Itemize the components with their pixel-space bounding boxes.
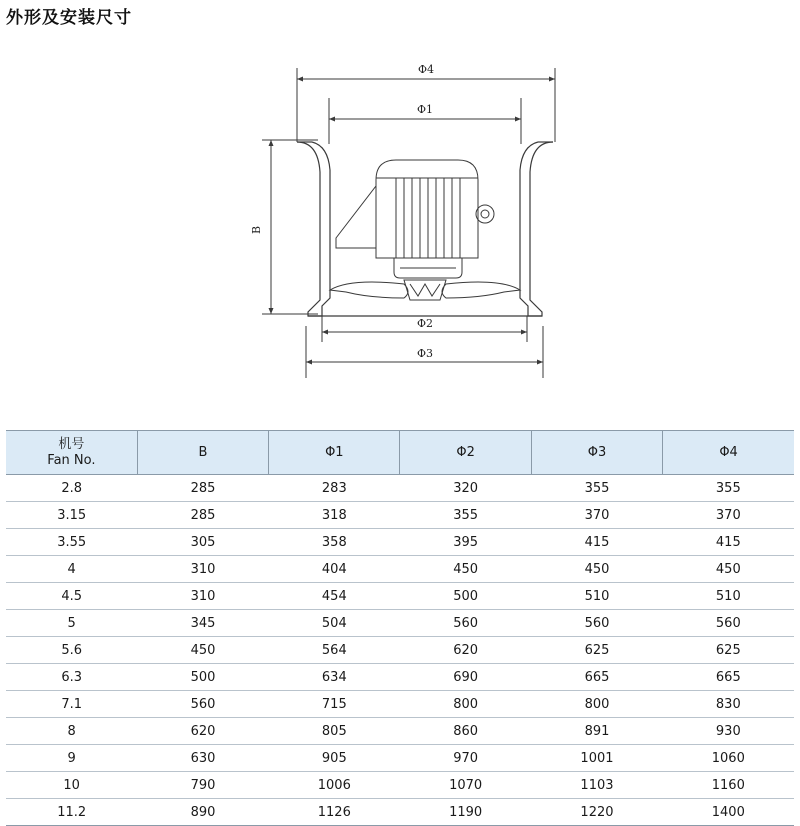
- cell-fan-no: 8: [6, 718, 137, 745]
- cell-phi1: 805: [269, 718, 400, 745]
- cell-phi1: 318: [269, 502, 400, 529]
- cell-phi4: 625: [663, 637, 794, 664]
- table-row: [6, 637, 794, 664]
- header-phi3: Φ3: [531, 431, 662, 475]
- cell-phi1: 715: [269, 691, 400, 718]
- cell-phi4: 930: [663, 718, 794, 745]
- table-body: [6, 475, 794, 826]
- cell-phi2: 320: [400, 475, 531, 502]
- header-b: B: [137, 431, 268, 475]
- phi4-label: Φ4: [417, 63, 435, 76]
- cell-phi4: 560: [663, 610, 794, 637]
- table-row: [6, 772, 794, 799]
- cell-phi3: 450: [531, 556, 662, 583]
- table-row: [6, 799, 794, 826]
- cell-phi2: 450: [400, 556, 531, 583]
- cell-phi2: 560: [400, 610, 531, 637]
- cell-phi1: 283: [269, 475, 400, 502]
- cell-b: 620: [137, 718, 268, 745]
- cell-phi4: 370: [663, 502, 794, 529]
- cell-fan-no: 5: [6, 610, 137, 637]
- cell-phi3: 665: [531, 664, 662, 691]
- cell-phi4: 1160: [663, 772, 794, 799]
- cell-phi1: 358: [269, 529, 400, 556]
- cell-b: 890: [137, 799, 268, 826]
- cell-phi4: 1060: [663, 745, 794, 772]
- cell-fan-no: 2.8: [6, 475, 137, 502]
- cell-fan-no: 11.2: [6, 799, 137, 826]
- cell-b: 450: [137, 637, 268, 664]
- cell-b: 310: [137, 583, 268, 610]
- header-fan-no: 机号 Fan No.: [6, 431, 137, 475]
- cell-phi4: 415: [663, 529, 794, 556]
- cell-phi3: 355: [531, 475, 662, 502]
- cell-phi2: 620: [400, 637, 531, 664]
- cell-b: 310: [137, 556, 268, 583]
- cell-phi1: 634: [269, 664, 400, 691]
- cell-phi2: 690: [400, 664, 531, 691]
- table-row: [6, 691, 794, 718]
- cell-phi3: 415: [531, 529, 662, 556]
- cell-fan-no: 10: [6, 772, 137, 799]
- cell-phi3: 560: [531, 610, 662, 637]
- cell-phi4: 450: [663, 556, 794, 583]
- cell-b: 500: [137, 664, 268, 691]
- cell-phi4: 355: [663, 475, 794, 502]
- table-row: [6, 664, 794, 691]
- phi3-label: Φ3: [416, 347, 434, 360]
- cell-fan-no: 3.15: [6, 502, 137, 529]
- table-row: [6, 610, 794, 637]
- cell-phi4: 830: [663, 691, 794, 718]
- motor-cooling-fins: [396, 178, 460, 258]
- cell-phi4: 665: [663, 664, 794, 691]
- phi1-label: Φ1: [416, 103, 434, 116]
- b-label: B: [250, 225, 263, 235]
- cell-phi2: 860: [400, 718, 531, 745]
- table-row: [6, 583, 794, 610]
- cell-phi4: 1400: [663, 799, 794, 826]
- cell-phi2: 395: [400, 529, 531, 556]
- cell-phi3: 510: [531, 583, 662, 610]
- table-row: [6, 475, 794, 502]
- cell-phi1: 504: [269, 610, 400, 637]
- page-title: 外形及安装尺寸: [6, 8, 132, 28]
- cell-fan-no: 9: [6, 745, 137, 772]
- motor: [336, 160, 494, 278]
- table-row: [6, 556, 794, 583]
- cell-fan-no: 3.55: [6, 529, 137, 556]
- motor-body: [376, 160, 478, 258]
- junction-box: [476, 205, 494, 223]
- cell-phi2: 1070: [400, 772, 531, 799]
- cell-fan-no: 4.5: [6, 583, 137, 610]
- cell-b: 790: [137, 772, 268, 799]
- cell-phi2: 500: [400, 583, 531, 610]
- cell-fan-no: 7.1: [6, 691, 137, 718]
- dimension-table: [6, 430, 794, 826]
- cell-phi1: 1126: [269, 799, 400, 826]
- cell-fan-no: 4: [6, 556, 137, 583]
- phi2-label: Φ2: [416, 317, 434, 330]
- impeller-blade-left: [330, 282, 408, 298]
- cell-fan-no: 6.3: [6, 664, 137, 691]
- table-header-row: [6, 431, 794, 475]
- impeller: [330, 280, 520, 300]
- table-row: [6, 718, 794, 745]
- cell-b: 285: [137, 475, 268, 502]
- cell-b: 345: [137, 610, 268, 637]
- cell-phi2: 355: [400, 502, 531, 529]
- cell-fan-no: 5.6: [6, 637, 137, 664]
- cell-phi1: 454: [269, 583, 400, 610]
- header-phi1: Φ1: [269, 431, 400, 475]
- header-phi4: Φ4: [663, 431, 794, 475]
- cell-b: 285: [137, 502, 268, 529]
- cell-phi3: 891: [531, 718, 662, 745]
- cell-phi3: 1103: [531, 772, 662, 799]
- impeller-hub: [404, 280, 446, 300]
- cell-phi3: 1001: [531, 745, 662, 772]
- cell-phi3: 625: [531, 637, 662, 664]
- cell-b: 630: [137, 745, 268, 772]
- cell-phi2: 800: [400, 691, 531, 718]
- cell-phi3: 1220: [531, 799, 662, 826]
- cell-phi1: 1006: [269, 772, 400, 799]
- cell-b: 305: [137, 529, 268, 556]
- cell-b: 560: [137, 691, 268, 718]
- table-row: [6, 502, 794, 529]
- cell-phi2: 970: [400, 745, 531, 772]
- table-row: [6, 529, 794, 556]
- motor-mount-bracket: [336, 186, 376, 248]
- cell-phi3: 800: [531, 691, 662, 718]
- cell-phi1: 564: [269, 637, 400, 664]
- cell-phi1: 404: [269, 556, 400, 583]
- cell-phi3: 370: [531, 502, 662, 529]
- header-phi2: Φ2: [400, 431, 531, 475]
- cell-phi2: 1190: [400, 799, 531, 826]
- fan-housing: [297, 142, 553, 316]
- cell-phi4: 510: [663, 583, 794, 610]
- impeller-blade-right: [442, 282, 520, 298]
- cell-phi1: 905: [269, 745, 400, 772]
- table-row: [6, 745, 794, 772]
